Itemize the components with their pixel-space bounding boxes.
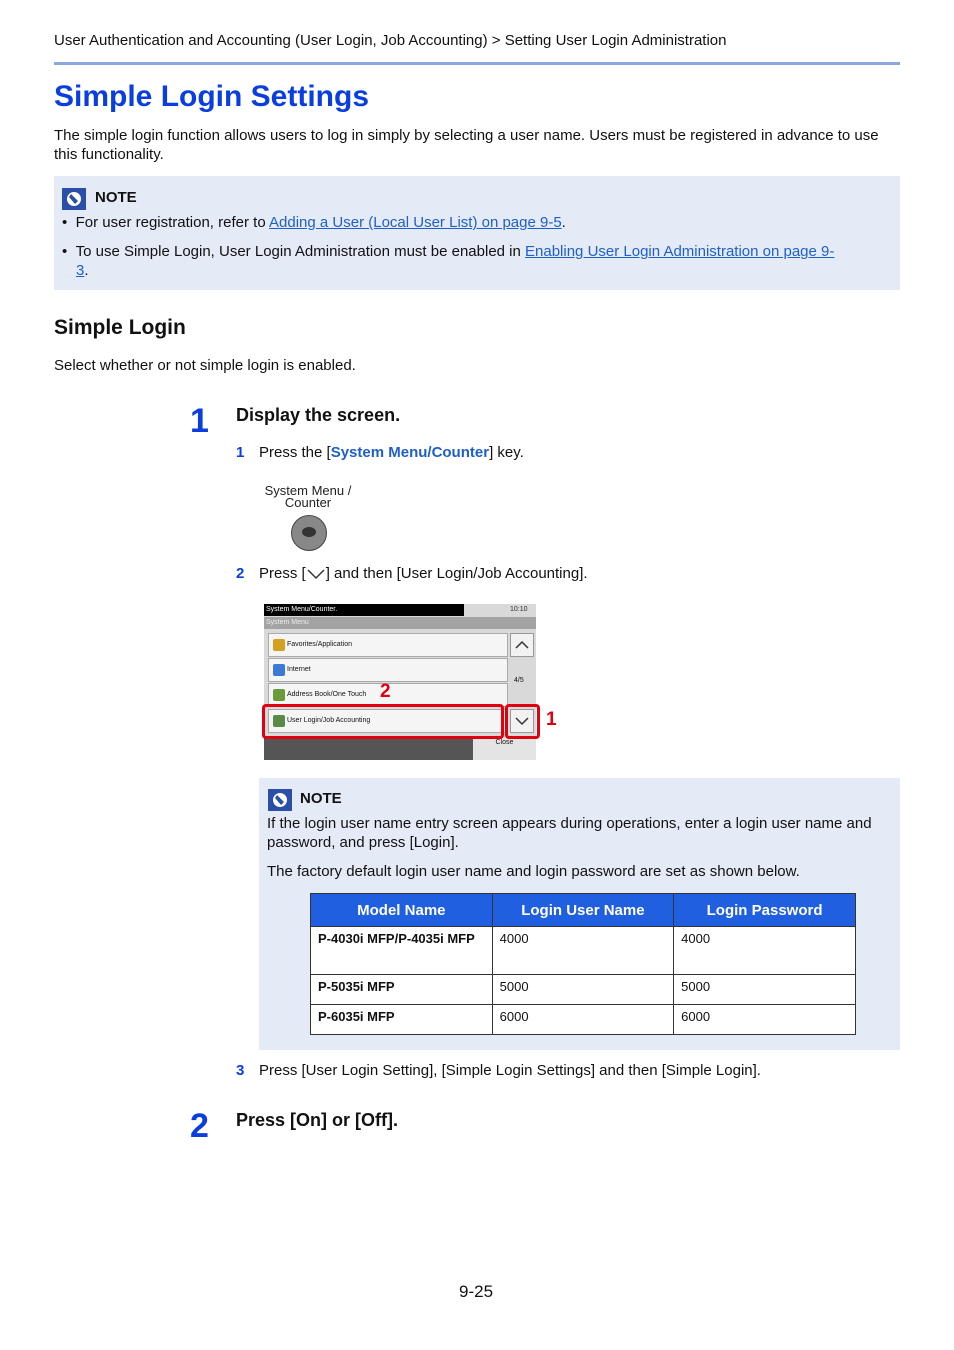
table-cell: P-6035i MFP [311,1005,493,1035]
chevron-up-icon [511,634,533,656]
step-title: Display the screen. [236,405,401,425]
screen-subheader: System Menu [264,617,536,629]
note-text: The factory default login user name and login password are set as shown below. [267,863,800,880]
table-cell: 6000 [492,1005,674,1035]
page-title: Simple Login Settings [54,80,370,113]
note-bullet: • To use Simple Login, User Login Administration must be enabled in Enabling User Login Administration on page 9- 3. [62,243,835,279]
substep-number: 2 [236,565,245,582]
callout-number: 2 [380,681,391,702]
close-button[interactable]: Close [473,738,536,760]
note-box [54,176,900,290]
substep-number: 3 [236,1062,245,1079]
callout-number: 1 [546,709,557,730]
folder-icon [273,639,285,651]
menu-item-address-book[interactable]: Address Book/One Touch [268,683,508,707]
page-number: 9-25 [459,1282,494,1301]
note-icon [268,789,292,816]
key-name: System Menu/Counter [330,444,490,461]
note-bullet: • For user registration, refer to Adding a User (Local User List) on page 9-5. [62,214,566,231]
table-row [311,1005,856,1035]
table-cell: 4000 [674,927,856,975]
note-text: If the login user name entry screen appears during operations, enter a login user name and password, and press [Login]. [267,815,872,851]
table-cell: 5000 [492,975,674,1005]
step-title: Press [On] or [Off]. [236,1110,399,1130]
note-label: NOTE [300,790,342,807]
globe-icon [273,664,285,676]
section-title: Simple Login [54,316,186,339]
callout-box-user-login [262,704,504,739]
note-icon [62,188,86,215]
link-enabling-login-page[interactable]: 3 [76,262,85,279]
menu-item-internet[interactable]: Internet [268,658,508,682]
link-enabling-login[interactable]: Enabling User Login Administration on page 9- [525,243,835,260]
table-cell: 4000 [492,927,674,975]
scroll-up-button[interactable] [510,633,534,657]
step-number: 2 [190,1107,209,1145]
intro-text: The simple login function allows users to log in simply by selecting a user name. Users must be registered in advance to use this functionality. [54,127,879,163]
substep-text: Press [ ] and then [User Login/Job Accounting]. [259,565,588,582]
column-header: Login Password [674,894,856,927]
menu-item-user-login[interactable]: User Login/Job Accounting [268,709,508,733]
table-row [311,975,856,1005]
table-header-row [311,894,856,927]
column-header: Model Name [311,894,493,927]
screen-header: System Menu/Counter. [264,604,464,616]
header-rule [54,62,900,65]
address-book-icon [273,689,285,701]
table-cell: 6000 [674,1005,856,1035]
table-row [311,927,856,975]
system-menu-counter-key[interactable] [291,515,327,551]
substep-text: Press [User Login Setting], [Simple Login Settings] and then [Simple Login]. [259,1062,761,1079]
key-label: System Menu / Counter [264,483,352,510]
menu-item-favorites[interactable]: Favorites/Application [268,633,508,657]
substep-text: Press the [System Menu/Counter] key. [259,444,524,461]
table-cell: 5000 [674,975,856,1005]
link-adding-user[interactable]: Adding a User (Local User List) on page 9-5 [269,214,562,231]
column-header: Login User Name [492,894,674,927]
chevron-down-icon [306,568,326,580]
default-credentials-table [310,893,856,1035]
section-description: Select whether or not simple login is enabled. [54,357,356,374]
table-cell: P-5035i MFP [311,975,493,1005]
table-cell: P-4030i MFP/P-4035i MFP [311,927,493,975]
note-label: NOTE [95,189,137,206]
callout-box-scroll-down [505,704,540,739]
breadcrumb: User Authentication and Accounting (User Login, Job Accounting) > Setting User Login Administration [54,32,727,49]
screen-time: 10:10 [510,606,528,613]
page-indicator: 4/5 [514,677,524,684]
step-number: 1 [190,402,209,440]
substep-number: 1 [236,444,245,461]
